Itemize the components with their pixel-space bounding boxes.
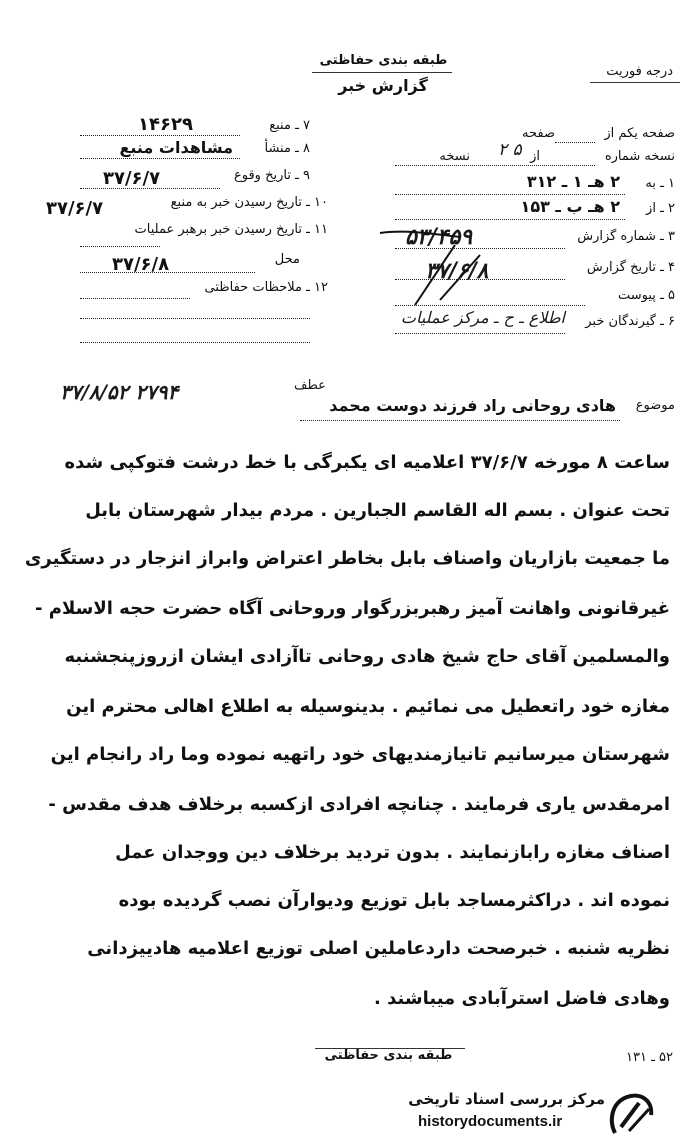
occurrence-date-label: ۹ ـ تاریخ وقوع <box>233 168 310 183</box>
archive-name: مرکز بررسی اسناد تاریخی <box>408 1090 605 1108</box>
body-line-12: وهادی فاضل استرآبادی میباشند . <box>374 988 670 1009</box>
classification-top: طبقه بندی حفاظتی <box>319 53 448 68</box>
body-line-4: غیرقانونی واهانت آمیز رهبربزرگوار وروحانی آگاه حضرت حجه الاسلام - <box>35 598 670 619</box>
source-value: ۱۴۶۲۹ <box>138 114 193 135</box>
body-line-9: اصناف مغازه رابازنمایند . بدون تردید برخلاف دین ووجدان عمل <box>115 842 670 863</box>
to-dots <box>395 194 625 195</box>
recipients-value: اطلاع ـ ح ـ مرکز عملیات <box>400 308 565 327</box>
security-notes-dots-2 <box>80 318 310 319</box>
body-line-6: مغازه خود راتعطیل می نمائیم . بدینوسیله به اطلاع اهالی محترم این <box>66 696 670 717</box>
classification-bottom: طبقه بندی حفاظتی <box>324 1048 453 1063</box>
attachment-label: ۵ ـ پیوست <box>618 288 675 303</box>
report-title: گزارش خبر <box>338 76 428 95</box>
reference-label: عطف <box>294 378 326 393</box>
copy-handwritten: ۲ ۵ <box>498 140 522 160</box>
security-notes-dots-1 <box>80 298 190 299</box>
source-label: ۷ ـ منبع <box>269 118 310 133</box>
body-line-5: والمسلمین آقای حاج شیخ هادی روحانی تاآزادی ایشان ازروزپنجشنبه <box>64 646 670 667</box>
copy-label: نسخه شماره <box>604 149 675 164</box>
copy-dots <box>395 165 595 166</box>
body-line-3: ما جمعیت بازاریان واصناف بابل بخاطر اعتراض وابراز انزجار در دستگیری <box>24 548 670 569</box>
origin-value: مشاهدات منبع <box>119 138 233 157</box>
body-line-10: نموده اند . دراکثرمساجد بابل توزیع ودیوارآن نصب گردیده بوده <box>118 890 670 911</box>
received-source-label: ۱۰ ـ تاریخ رسیدن خبر به منبع <box>170 195 328 210</box>
archive-url: historydocuments.ir <box>418 1113 563 1130</box>
security-notes-label: ۱۲ ـ ملاحظات حفاظتی <box>204 280 328 295</box>
recipients-dots <box>395 333 565 334</box>
place-label: محل <box>274 252 300 267</box>
origin-label: ۸ ـ منشأ <box>264 141 310 156</box>
copy-from: از <box>530 149 540 164</box>
body-line-2: تحت عنوان . بسم اله القاسم الجبارین . مردم بیدار شهرستان بابل <box>85 500 670 521</box>
source-dots <box>80 135 240 136</box>
occurrence-date-value: ۳۷/۶/۷ <box>103 168 161 189</box>
body-line-1: ساعت ۸ مورخه ۳۷/۶/۷ اعلامیه ای یکبرگی با خط درشت فتوکپی شده <box>64 452 670 473</box>
classification-underline <box>312 72 452 73</box>
page-dots <box>555 142 595 143</box>
body-line-7: شهرستان میرسانیم تانیازمندیهای خود راتهیه نموده وما راد رانجام این <box>50 744 670 765</box>
subject-text: هادی روحانی راد فرزند دوست محمد <box>329 396 616 415</box>
to-value: ۲ هـ ۱ ـ ۳۱۲ <box>526 172 620 191</box>
report-date-label: ۴ ـ تاریخ گزارش <box>586 260 675 275</box>
report-number-label: ۳ ـ شماره گزارش <box>577 229 675 244</box>
received-source-value: ۳۷/۶/۷ <box>46 198 104 219</box>
page-suffix: صفحه <box>522 126 555 141</box>
subject-label: موضوع <box>635 398 675 413</box>
copy-suffix: نسخه <box>439 149 470 164</box>
report-number-value: ۵۳/۴۵۹ <box>405 224 473 250</box>
body-line-11: نظریه شنبه . خبرصحت داردعاملین اصلی توزیع اعلامیه هادییزدانی <box>87 938 670 959</box>
reference-value: ۳۷/۸/۵۲ ۲۷۹۴ <box>60 380 179 404</box>
received-ops-label: ۱۱ ـ تاریخ رسیدن خبر برهبر عملیات <box>134 222 328 237</box>
archive-logo-icon <box>605 1093 655 1137</box>
priority-label: درجه فوریت <box>606 64 673 79</box>
form-code: ۵۲ ـ ۱۳۱ <box>626 1050 673 1065</box>
page-label: صفحه یکم از <box>604 126 675 141</box>
received-ops-dots <box>80 246 160 247</box>
from-value: ۲ هـ ب ـ ۱۵۳ <box>520 197 620 216</box>
report-date-value: ۳۷/۶/۸ <box>425 258 489 284</box>
origin-dots <box>80 158 240 159</box>
handwritten-strokes <box>370 215 540 310</box>
place-value: ۳۷/۶/۸ <box>112 254 170 275</box>
to-label: ۱ ـ به <box>645 176 675 191</box>
body-line-8: امرمقدس یاری فرمایند . چنانچه افرادی ازکسبه برخلاف هدف مقدس - <box>48 794 670 815</box>
subject-dots <box>300 420 620 421</box>
security-notes-dots-3 <box>80 342 310 343</box>
priority-underline <box>590 82 680 83</box>
from-label: ۲ ـ از <box>646 201 675 216</box>
recipients-label: ۶ ـ گیرندگان خبر <box>585 314 675 329</box>
